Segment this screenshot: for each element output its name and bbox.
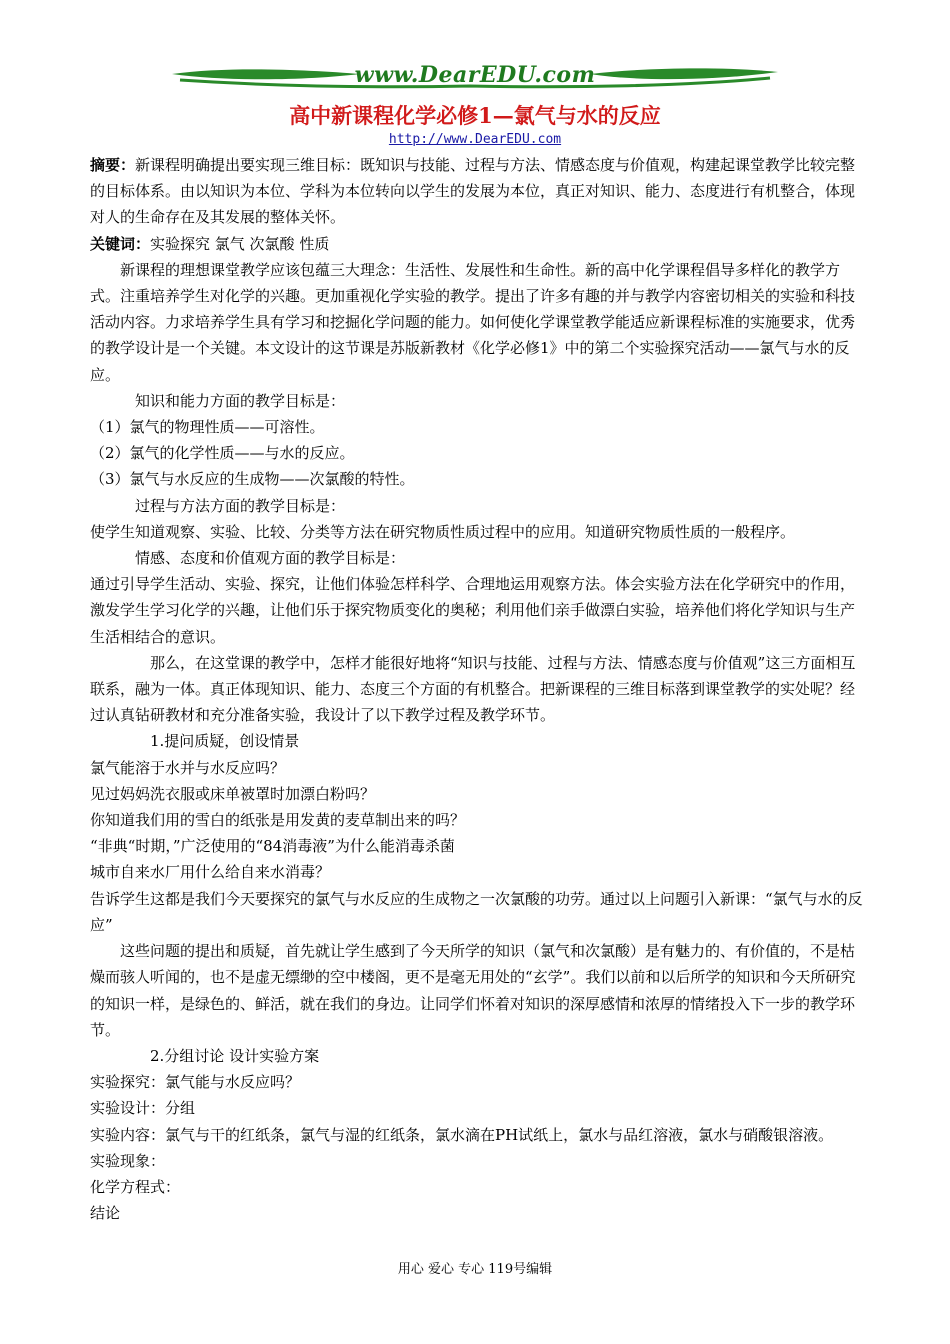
step-2-heading: 2.分组讨论 设计实验方案 [150, 1046, 320, 1065]
question-1: 氯气能溶于水并与水反应吗？ [90, 758, 286, 777]
experiment-inquiry: 实验探究：氯气能与水反应吗？ [90, 1073, 301, 1092]
chemical-equation: 化学方程式： [90, 1177, 181, 1196]
knowledge-heading: 知识和能力方面的教学目标是： [135, 391, 346, 410]
knowledge-item-1: （1）氯气的物理性质——可溶性。 [90, 418, 325, 437]
page-title: 高中新课程化学必修1—氯气与水的反应 [289, 103, 661, 128]
paragraph-reflect: 这些问题的提出和质疑，首先就让学生感到了今天所学的知识（氯气和次氯酸）是有魅力的、有价值的，不是枯燥而骇人听闻的，也不是虚无缥缈的空中楼阁，更不是毫无用处的“玄学”。我们以前和以后所学的知识和今天所研究的知识一样，是绿色的、鲜活，就在我们的身边。让同学们怀着对知识的深厚感情和浓厚的情绪投入下一步的教学环节。 [90, 942, 856, 1039]
experiment-conclusion: 结论 [90, 1204, 121, 1223]
question-5: 城市自来水厂用什么给自来水消毒？ [90, 863, 331, 882]
keywords [90, 231, 865, 257]
question-3: 你知道我们用的雪白的纸张是用发黄的麦草制出来的吗？ [90, 811, 466, 830]
paragraph-tell: 告诉学生这都是我们今天要探究的氯气与水反应的生成物之一次氯酸的功劳。通过以上问题引入新课：“氯气与水的反应” [90, 889, 863, 934]
step-1-heading: 1.提问质疑，创设情景 [150, 732, 300, 751]
article-body [90, 152, 865, 1226]
knowledge-item-3: （3）氯气与水反应的生成物——次氯酸的特性。 [90, 470, 415, 489]
abstract-text: 新课程明确提出要实现三维目标：既知识与技能、过程与方法、情感态度与价值观，构建起课堂教学比较完整的目标体系。由以知识为本位、学科为本位转向以学生的发展为本位，真正对知识、能力、态度进行有机整合，体现对人的生命存在及其发展的整体关怀。 [90, 156, 856, 227]
question-2: 见过妈妈洗衣服或床单被罩时加漂白粉吗？ [90, 784, 376, 803]
keywords-label: 关键词： [90, 234, 151, 253]
abstract [90, 152, 865, 231]
experiment-phenomenon: 实验现象： [90, 1151, 166, 1170]
page-footer: 用心 爱心 专心 119号编辑 [397, 1262, 553, 1277]
emotion-heading: 情感、态度和价值观方面的教学目标是： [135, 549, 406, 568]
knowledge-item-2: （2）氯气的化学性质——与水的反应。 [90, 444, 355, 463]
paragraph-intro: 新课程的理想课堂教学应该包蕴三大理念：生活性、发展性和生命性。新的高中化学课程倡导多样化的教学方式。注重培养学生对化学的兴趣。更加重视化学实验的教学。提出了许多有趣的并与教学内容密切相关的实验和科技活动内容。力求培养学生具有学习和挖掘化学问题的能力。如何使化学课堂教学能适应新课程标准的实施要求，优秀的教学设计是一个关键。本文设计的这节课是苏版新教材《化学必修1》中的第二个实验探究活动——氯气与水的反应。 [90, 260, 856, 384]
abstract-label: 摘要： [90, 156, 136, 174]
experiment-design: 实验设计：分组 [90, 1099, 196, 1118]
process-heading: 过程与方法方面的教学目标是： [135, 496, 346, 515]
emotion-text: 通过引导学生活动、实验、探究，让他们体验怎样科学、合理地运用观察方法。体会实验方法在化学研究中的作用，激发学生学习化学的兴趣，让他们乐于探究物质变化的奥秘；利用他们亲手做漂白实验，培养他们将化学知识与生产生活相结合的意识。 [90, 575, 856, 646]
keywords-text: 实验探究 氯气 次氯酸 性质 [150, 234, 330, 253]
site-banner [170, 60, 780, 92]
banner-text: www.DearEDU.com [354, 62, 596, 88]
source-link[interactable]: http://www.DearEDU.com [388, 132, 562, 147]
paragraph-bridge: 那么，在这堂课的教学中，怎样才能很好地将“知识与技能、过程与方法、情感态度与价值观”这三方面相互联系，融为一体。真正体现知识、能力、态度三个方面的有机整合。把新课程的三维目标落到课堂教学的实处呢？经过认真钻研教材和充分准备实验，我设计了以下教学过程及教学环节。 [90, 653, 856, 725]
question-4: “非典“时期，”广泛使用的“84消毒液”为什么能消毒杀菌 [90, 837, 455, 856]
experiment-content: 实验内容：氯气与干的红纸条，氯气与湿的红纸条，氯水滴在PH试纸上，氯水与品红溶液，氯水与硝酸银溶液。 [90, 1125, 834, 1144]
process-text: 使学生知道观察、实验、比较、分类等方法在研究物质性质过程中的应用。知道研究物质性质的一般程序。 [90, 522, 796, 541]
